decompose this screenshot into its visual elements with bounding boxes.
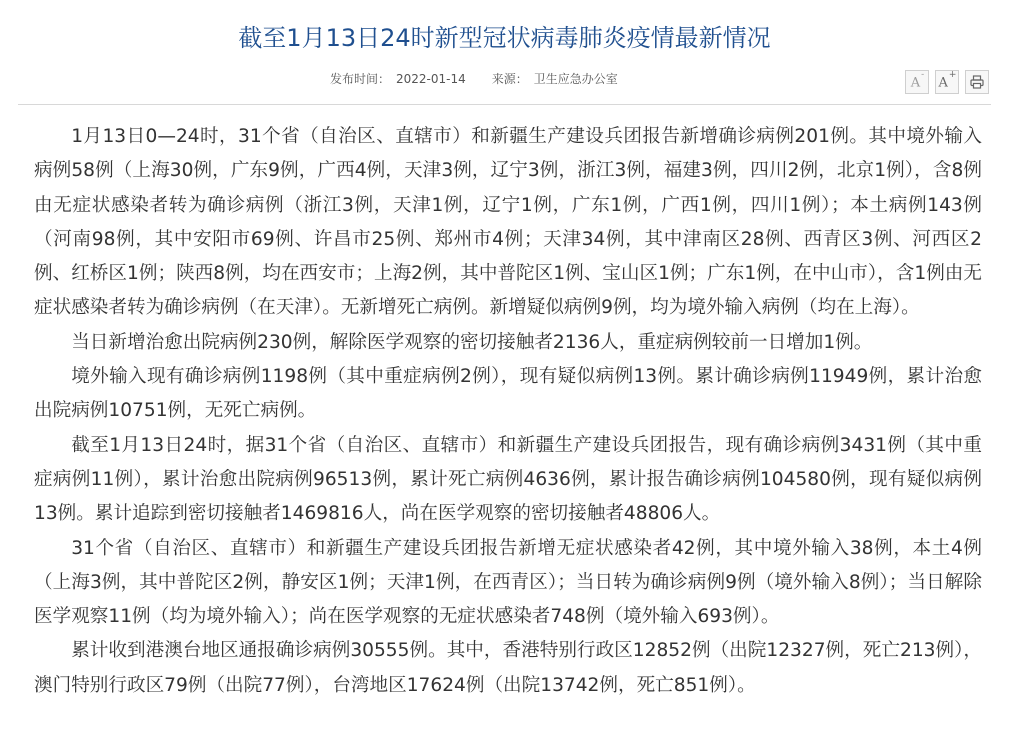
publish-label: 发布时间： bbox=[330, 72, 391, 86]
font-smaller-button[interactable] bbox=[905, 70, 929, 94]
article-title: 截至1月13日24时新型冠状病毒肺炎疫情最新情况 bbox=[238, 24, 771, 52]
paragraph: 截至1月13日24时，据31个省（自治区、直辖市）和新疆生产建设兵团报告，现有确诊病例3431例（其中重症病例11例），累计治愈出院病例96513例，累计死亡病例4636例，累计报告确诊病例104580例，现有疑似病例13例。累计追踪到密切接触者1469816人，尚在医学观察的密切接触者48806人。 bbox=[34, 434, 982, 525]
source-name: 卫生应急办公室 bbox=[533, 72, 618, 86]
article-toolbar bbox=[905, 70, 989, 96]
paragraph: 累计收到港澳台地区通报确诊病例30555例。其中，香港特别行政区12852例（出院12327例，死亡213例），澳门特别行政区79例（出院77例），台湾地区17624例（出院13742例，死亡851例）。 bbox=[34, 640, 982, 696]
print-button[interactable] bbox=[965, 70, 989, 94]
paragraph: 31个省（自治区、直辖市）和新疆生产建设兵团报告新增无症状感染者42例，其中境外输入38例，本土4例（上海3例，其中普陀区2例，静安区1例；天津1例，在西青区）；当日转为确诊病例9例（境外输入8例）；当日解除医学观察11例（均为境外输入）；尚在医学观察的无症状感染者748例（境外输入693例）。 bbox=[34, 537, 982, 628]
font-smaller-icon: A- bbox=[910, 69, 925, 91]
font-larger-button[interactable] bbox=[935, 70, 959, 94]
article-meta bbox=[330, 68, 624, 90]
article-body bbox=[34, 120, 982, 703]
paragraph: 境外输入现有确诊病例1198例（其中重症病例2例），现有疑似病例13例。累计确诊病例11949例，累计治愈出院病例10751例，无死亡病例。 bbox=[34, 366, 982, 422]
paragraph: 当日新增治愈出院病例230例，解除医学观察的密切接触者2136人，重症病例较前一日增加1例。 bbox=[71, 331, 873, 353]
source-label: 来源： bbox=[491, 72, 528, 86]
font-larger-icon: A+ bbox=[938, 69, 957, 91]
publish-date: 2022-01-14 bbox=[396, 72, 466, 86]
header-divider bbox=[18, 104, 991, 105]
printer-icon bbox=[970, 75, 984, 89]
paragraph: 1月13日0—24时，31个省（自治区、直辖市）和新疆生产建设兵团报告新增确诊病例201例。其中境外输入病例58例（上海30例，广东9例，广西4例，天津3例，辽宁3例，浙江3例，福建3例，四川2例，北京1例），含8例由无症状感染者转为确诊病例（浙江3例，天津1例，辽宁1例，广东1例，广西1例，四川1例）；本土病例143例（河南98例，其中安阳市69例、许昌市25例、郑州市4例；天津34例，其中津南区28例、西青区3例、河西区2例、红桥区1例；陕西8例，均在西安市；上海2例，其中普陀区1例、宝山区1例；广东1例，在中山市），含1例由无症状感染者转为确诊病例（在天津）。无新增死亡病例。新增疑似病例9例，均为境外输入病例（均在上海）。 bbox=[34, 126, 982, 319]
